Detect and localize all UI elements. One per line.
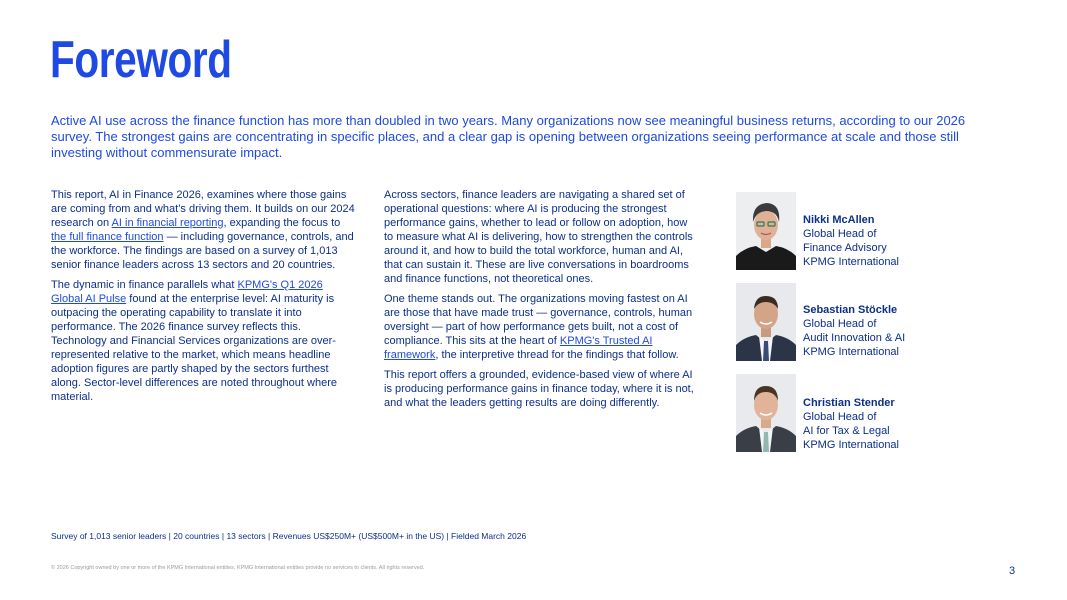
- col2-paragraph-2: One theme stands out. The organizations moving fastest on AI are those that have made trust — governance, controls, human oversight — part of how performance gets built, not a cost of compliance. This sits at the heart of KPMG's Trusted AI framework, the interpretive thread for the findings that follow.: [384, 293, 693, 361]
- portrait-photo: [736, 374, 796, 452]
- person-name: Sebastian Stöckle: [803, 304, 898, 316]
- person-organization: KPMG International: [803, 256, 899, 268]
- portrait-photo: [736, 192, 796, 270]
- survey-footnote: Survey of 1,013 senior leaders | 20 countries | 13 sectors | Revenues US$250M+ (US$500M+ in the US) | Fielded March 2026: [51, 531, 527, 541]
- person-organization: KPMG International: [803, 346, 899, 358]
- person-info: [803, 213, 899, 269]
- person-title-line-1: Global Head of: [803, 411, 877, 423]
- middle-column: [384, 188, 694, 416]
- full-finance-function-link[interactable]: the full finance function: [51, 231, 164, 243]
- page-number: 3: [1009, 565, 1016, 577]
- portrait-image: [736, 374, 796, 452]
- col2-paragraph-3: This report offers a grounded, evidence-based view of where AI is producing performance gains in finance today, where it is not, and what the leaders getting results are doing differently.: [384, 369, 694, 409]
- portrait-image: [736, 283, 796, 361]
- person-title-line-2: Finance Advisory: [803, 242, 887, 254]
- portrait-photo: [736, 283, 796, 361]
- intro-paragraph: Active AI use across the finance function has more than doubled in two years. Many organizations now see meaningful business returns, according to our 2026 survey. The strongest gains are concentrating in specific places, and a clear gap is opening between organizations seeing performance at scale and those still investing without commensurate impact.: [51, 113, 966, 160]
- person-info: [803, 303, 905, 359]
- left-column: [51, 188, 356, 410]
- ai-financial-reporting-link[interactable]: AI in financial reporting: [111, 217, 224, 229]
- person-title-line-2: AI for Tax & Legal: [803, 425, 890, 437]
- col1-paragraph-2: The dynamic in finance parallels what KPMG's Q1 2026 Global AI Pulse found at the enterprise level: AI maturity is outpacing the operating capability to translate it into performance. The 2026 finance survey reflects this. Technology and Financial Services organizations are over-represented relative to the market, which means headline adoption figures are partly shaped by the sectors furthest along. Sector-level differences are noted throughout where material.: [51, 279, 337, 403]
- person-title-line-1: Global Head of: [803, 228, 877, 240]
- copyright-notice: © 2026 Copyright owned by one or more of the KPMG International entities. KPMG International entities provide no services to clients. All rights reserved.: [51, 565, 425, 571]
- person-organization: KPMG International: [803, 439, 899, 451]
- page-title: Foreword: [50, 31, 232, 89]
- person-name: Christian Stender: [803, 397, 895, 409]
- person-title-line-1: Global Head of: [803, 318, 877, 330]
- person-name: Nikki McAllen: [803, 214, 875, 226]
- portrait-image: [736, 192, 796, 270]
- col1-paragraph-1: This report, AI in Finance 2026, examines where those gains are coming from and what’s driving them. It builds on our 2024 research on AI in financial reporting, expanding the focus to the full finance function — including governance, controls, and the workforce. The findings are based on a survey of 1,013 senior finance leaders across 13 sectors and 20 countries.: [51, 189, 355, 271]
- col2-paragraph-1: Across sectors, finance leaders are navigating a shared set of operational questions: where AI is producing the strongest performance gains, whether to lead or follow on adoption, how to measure what AI is delivering, how to strengthen the controls around it, and how to build the total workforce, human and AI, that can sustain it. These are live conversations in boardrooms and finance functions, not theoretical ones.: [384, 189, 693, 285]
- trusted-ai-framework-link[interactable]: KPMG's Trusted AI framework: [384, 335, 653, 361]
- person-info: [803, 396, 899, 452]
- global-ai-pulse-link-inline[interactable]: KPMG's Q1 2026 Global AI Pulse: [51, 279, 323, 305]
- person-title-line-2: Audit Innovation & AI: [803, 332, 906, 344]
